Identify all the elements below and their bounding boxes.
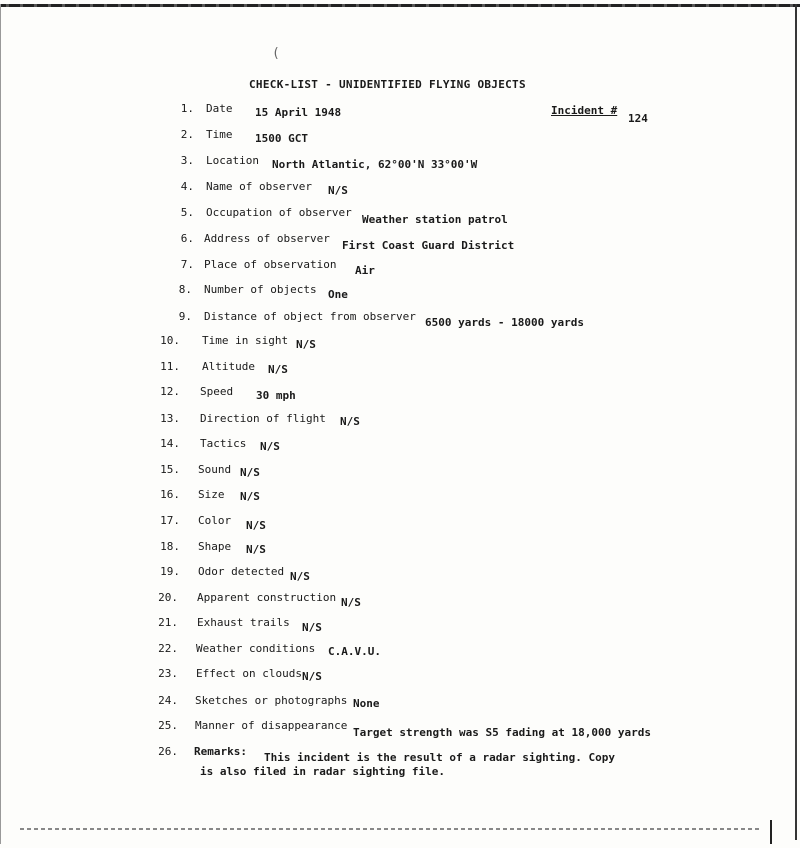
item-number: 16.	[160, 488, 180, 501]
item-value: 30 mph	[256, 389, 296, 402]
right-border	[795, 4, 797, 840]
item-number: 18.	[160, 540, 180, 553]
item-number: 10.	[160, 334, 180, 347]
item-value: N/S	[260, 440, 280, 453]
item-value: N/S	[240, 490, 260, 503]
item-number: 5.	[180, 206, 194, 219]
item-label: Tactics	[200, 437, 247, 450]
item-value: N/S	[246, 519, 266, 532]
item-label: Name of observer	[206, 180, 312, 193]
item-number: 3.	[180, 154, 194, 167]
item-value: This incident is the result of a radar sighting. Copy	[264, 751, 615, 764]
item-label: Sketches or photographs	[195, 694, 348, 707]
item-value: Target strength was S5 fading at 18,000 yards	[353, 726, 652, 739]
item-label: Distance of object from observer	[204, 310, 416, 323]
item-label: Occupation of observer	[206, 206, 352, 219]
incident-label: Incident #	[551, 104, 618, 117]
item-value: First Coast Guard District	[342, 239, 515, 252]
item-label: Shape	[198, 540, 232, 553]
item-number: 22.	[158, 642, 178, 655]
incident-number: 124	[628, 112, 648, 125]
item-number: 23.	[158, 667, 178, 680]
item-label: Address of observer	[204, 232, 330, 245]
item-value: One	[328, 288, 348, 301]
stray-mark: (	[272, 46, 280, 61]
item-number: 21.	[158, 616, 178, 629]
item-label: Altitude	[202, 360, 255, 373]
bottom-border	[20, 828, 760, 830]
item-label: Exhaust trails	[197, 616, 290, 629]
item-value: N/S	[328, 184, 348, 197]
item-number: 25.	[158, 719, 178, 732]
item-value: 1500 GCT	[255, 132, 308, 145]
item-value: Weather station patrol	[362, 213, 508, 226]
item-value: N/S	[296, 338, 316, 351]
item-value: 15 April 1948	[255, 106, 342, 119]
item-label: Speed	[200, 385, 234, 398]
item-value: N/S	[302, 621, 322, 634]
item-label: Sound	[198, 463, 232, 476]
item-value: N/S	[302, 670, 322, 683]
item-value: 6500 yards - 18000 yards	[425, 316, 584, 329]
page-title: CHECK-LIST - UNIDENTIFIED FLYING OBJECTS	[249, 78, 526, 91]
item-label: Time in sight	[202, 334, 289, 347]
item-number: 6.	[180, 232, 194, 245]
item-value: N/S	[340, 415, 360, 428]
item-label: Direction of flight	[200, 412, 326, 425]
item-number: 17.	[160, 514, 180, 527]
item-value: N/S	[268, 363, 288, 376]
item-number: 8.	[178, 283, 192, 296]
item-value: N/S	[341, 596, 361, 609]
item-value: N/S	[246, 543, 266, 556]
item-label: Number of objects	[204, 283, 317, 296]
item-value: N/S	[290, 570, 310, 583]
item-number: 14.	[160, 437, 180, 450]
item-number: 9.	[178, 310, 192, 323]
item-label: Time	[206, 128, 233, 141]
item-label: Odor detected	[198, 565, 285, 578]
item-value: Air	[355, 264, 375, 277]
item-number: 12.	[160, 385, 180, 398]
item-value: N/S	[240, 466, 260, 479]
item-number: 2.	[180, 128, 194, 141]
item-value: None	[353, 697, 380, 710]
item-label: Apparent construction	[197, 591, 337, 604]
bottom-tick-mark	[770, 820, 772, 844]
item-number: 26.	[158, 745, 178, 758]
item-number: 11.	[160, 360, 180, 373]
item-number: 19.	[160, 565, 180, 578]
item-label: Date	[206, 102, 233, 115]
item-number: 4.	[180, 180, 194, 193]
item-label: Size	[198, 488, 225, 501]
item-value: C.A.V.U.	[328, 645, 381, 658]
item-label: Location	[206, 154, 259, 167]
item-number: 13.	[160, 412, 180, 425]
item-number: 15.	[160, 463, 180, 476]
top-border	[0, 4, 800, 7]
item-label: Manner of disappearance	[195, 719, 348, 732]
item-label: Color	[198, 514, 232, 527]
item-label: Weather conditions	[196, 642, 316, 655]
item-number: 1.	[180, 102, 194, 115]
item-number: 7.	[180, 258, 194, 271]
item-label: Remarks:	[194, 745, 247, 758]
item-number: 24.	[158, 694, 178, 707]
item-label: Effect on clouds	[196, 667, 302, 680]
item-label: Place of observation	[204, 258, 337, 271]
item-value: North Atlantic, 62°00'N 33°00'W	[272, 158, 478, 171]
item-number: 20.	[158, 591, 178, 604]
left-border	[0, 4, 1, 844]
remarks-continuation: is also filed in radar sighting file.	[200, 765, 446, 778]
